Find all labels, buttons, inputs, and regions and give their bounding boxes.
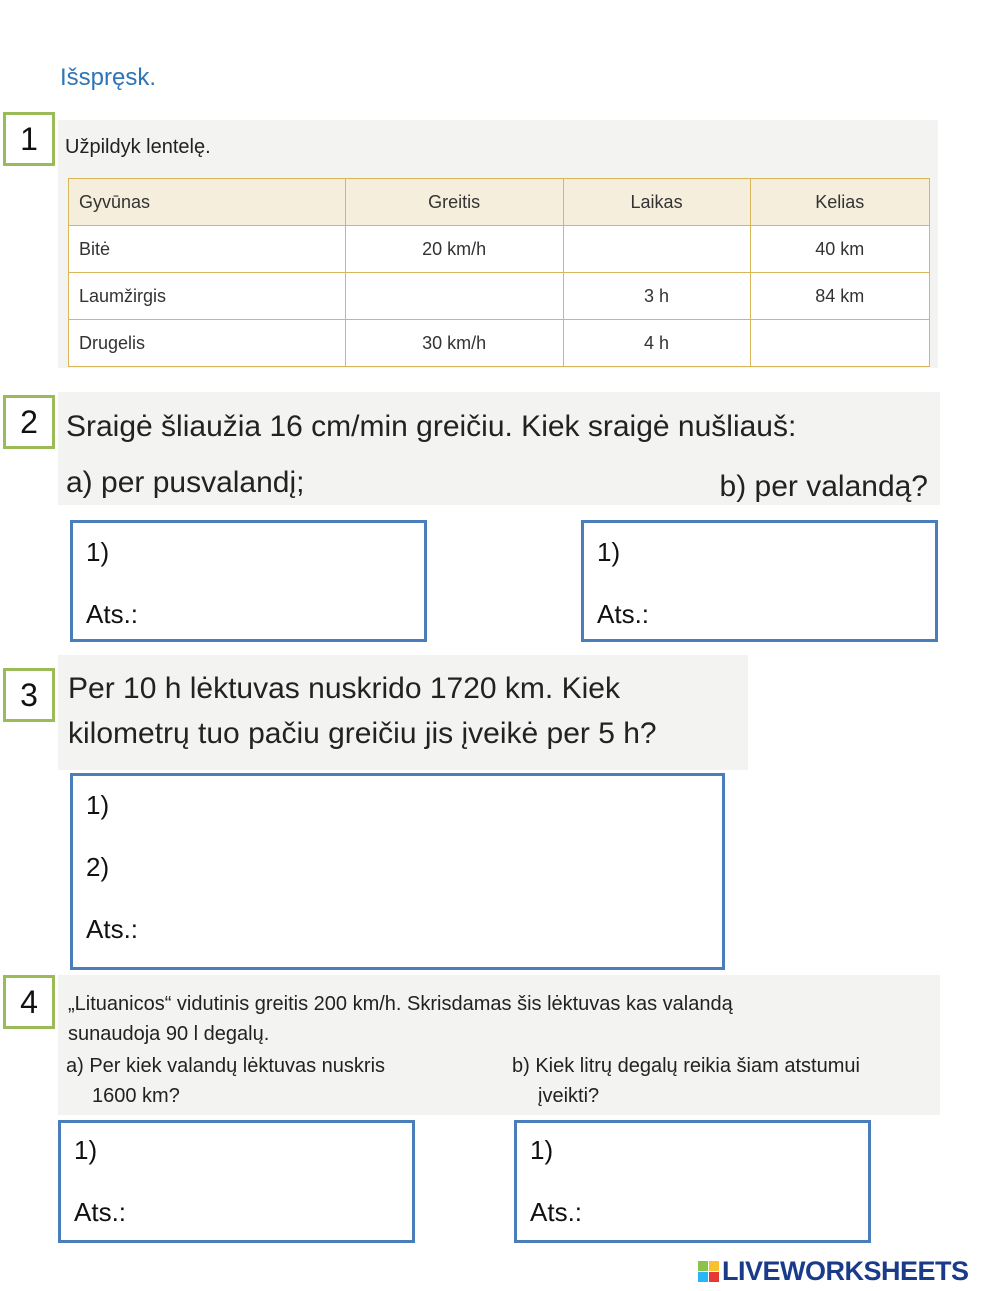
step-1-label: 1) [597, 537, 621, 567]
task-3-question-line-1: Per 10 h lėktuvas nuskrido 1720 km. Kiek [68, 672, 620, 705]
table-cell-input[interactable] [750, 320, 929, 367]
liveworksheets-logo [698, 1256, 969, 1287]
header-cell: Kelias [750, 179, 929, 226]
task-1-number: 1 [3, 112, 55, 166]
step-2-label: 2) [86, 852, 110, 882]
answer-label: Ats.: [86, 914, 139, 944]
table-row [69, 320, 930, 367]
task-4-part-a-line-2: 1600 km? [92, 1085, 180, 1107]
task-2-number: 2 [3, 395, 55, 449]
table-cell-input[interactable] [563, 226, 750, 273]
task-2-question: Sraigė šliaužia 16 cm/min greičiu. Kiek sraigė nušliauš: [66, 410, 797, 443]
task-4-question-line-2: sunaudoja 90 l degalų. [68, 1023, 270, 1045]
table-row [69, 273, 930, 320]
table-cell: Laumžirgis [69, 273, 346, 320]
answer-box-2b[interactable] [581, 520, 938, 642]
answer-label: Ats.: [530, 1197, 583, 1227]
step-1-label: 1) [86, 537, 110, 567]
table-cell: 4 h [563, 320, 750, 367]
step-1-label: 1) [74, 1135, 98, 1165]
header-cell: Gyvūnas [69, 179, 346, 226]
task-4-number: 4 [3, 975, 55, 1029]
table-cell: Bitė [69, 226, 346, 273]
task-4-question-line-1: „Lituanicos“ vidutinis greitis 200 km/h. Skrisdamas šis lėktuvas kas valandą [68, 993, 733, 1015]
table-cell: 20 km/h [345, 226, 563, 273]
table-header-row [69, 179, 930, 226]
table-cell: 40 km [750, 226, 929, 273]
table-cell-input[interactable] [345, 273, 563, 320]
worksheet-title: Išspręsk. [60, 64, 157, 91]
table-cell: 84 km [750, 273, 929, 320]
answer-box-3[interactable] [70, 773, 725, 970]
header-cell: Greitis [345, 179, 563, 226]
answer-box-4b[interactable] [514, 1120, 871, 1243]
task-4-part-a-line-1: a) Per kiek valandų lėktuvas nuskris [66, 1055, 386, 1077]
answer-box-2a[interactable] [70, 520, 427, 642]
speed-table [68, 178, 930, 367]
table-row [69, 226, 930, 273]
task-1-instruction: Užpildyk lentelę. [65, 136, 211, 158]
step-1-label: 1) [530, 1135, 554, 1165]
task-3-number: 3 [3, 668, 55, 722]
answer-label: Ats.: [74, 1197, 127, 1227]
step-1-label: 1) [86, 790, 110, 820]
logo-icon [698, 1261, 719, 1282]
task-3-question-line-2: kilometrų tuo pačiu greičiu jis įveikė per 5 h? [68, 717, 657, 750]
table-cell: 30 km/h [345, 320, 563, 367]
header-cell: Laikas [563, 179, 750, 226]
table-cell: Drugelis [69, 320, 346, 367]
table-cell: 3 h [563, 273, 750, 320]
task-2-part-a: a) per pusvalandį; [66, 466, 305, 499]
answer-label: Ats.: [86, 599, 139, 629]
task-4-part-b-line-2: įveikti? [538, 1085, 600, 1107]
task-4-part-b-line-1: b) Kiek litrų degalų reikia šiam atstumui [512, 1055, 860, 1077]
logo-text: LIVEWORKSHEETS [722, 1256, 969, 1286]
task-2-part-b: b) per valandą? [719, 470, 928, 503]
answer-box-4a[interactable] [58, 1120, 415, 1243]
answer-label: Ats.: [597, 599, 650, 629]
